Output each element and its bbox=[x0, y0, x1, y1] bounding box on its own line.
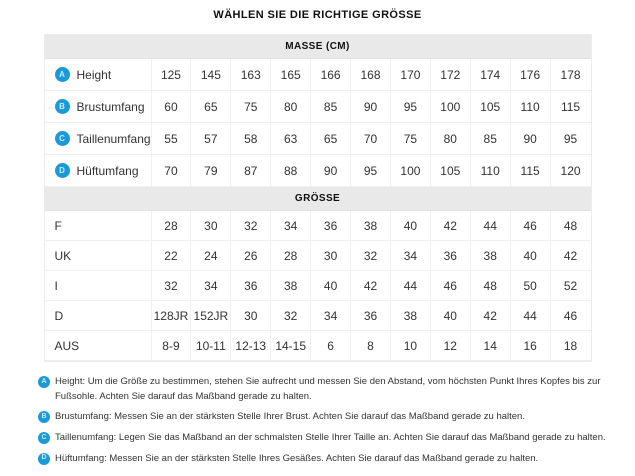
measurement-value-cell: 105 bbox=[471, 91, 511, 123]
letter-badge-icon: D bbox=[38, 453, 50, 465]
measurement-value-cell: 65 bbox=[191, 91, 231, 123]
size-value-cell: 30 bbox=[311, 241, 351, 271]
size-value-cell: 42 bbox=[551, 241, 591, 271]
measurement-value-cell: 178 bbox=[551, 59, 591, 91]
letter-badge-icon: C bbox=[55, 131, 70, 146]
measurement-label-text: Hüftumfang bbox=[76, 163, 139, 178]
measurements-rows bbox=[45, 59, 591, 187]
size-value-cell: 10 bbox=[391, 331, 431, 361]
size-value-cell: 44 bbox=[471, 211, 511, 241]
size-value-cell: 10-11 bbox=[191, 331, 231, 361]
measurement-value-cell: 100 bbox=[431, 91, 471, 123]
size-value-cell: 48 bbox=[471, 271, 511, 301]
measurement-row bbox=[45, 155, 591, 187]
size-value-cell: 40 bbox=[511, 241, 551, 271]
size-value-cell: 52 bbox=[551, 271, 591, 301]
measurement-value-cell: 57 bbox=[191, 123, 231, 155]
measurement-row-label bbox=[45, 123, 152, 155]
letter-badge-icon: A bbox=[55, 67, 70, 82]
measurement-value-cell: 85 bbox=[311, 91, 351, 123]
size-value-cell: 16 bbox=[511, 331, 551, 361]
size-value-cell: 26 bbox=[231, 241, 271, 271]
footnote bbox=[38, 375, 624, 404]
size-row-label bbox=[45, 301, 152, 331]
measurement-value-cell: 165 bbox=[271, 59, 311, 91]
measurement-value-cell: 58 bbox=[231, 123, 271, 155]
size-value-cell: 34 bbox=[391, 241, 431, 271]
measurement-value-cell: 174 bbox=[471, 59, 511, 91]
measurement-value-cell: 70 bbox=[152, 155, 192, 187]
size-value-cell: 12 bbox=[431, 331, 471, 361]
letter-badge-icon: B bbox=[55, 99, 70, 114]
size-row bbox=[45, 271, 591, 301]
measurement-value-cell: 172 bbox=[431, 59, 471, 91]
measurement-value-cell: 87 bbox=[231, 155, 271, 187]
size-value-cell: 44 bbox=[391, 271, 431, 301]
footnote-text: Brustumfang: Messen Sie an der stärksten Stelle Ihrer Brust. Achten Sie darauf das Maßband gerade zu halten. bbox=[55, 411, 525, 423]
footnote bbox=[38, 410, 624, 425]
measurement-value-cell: 100 bbox=[391, 155, 431, 187]
size-value-cell: 18 bbox=[551, 331, 591, 361]
size-value-cell: 38 bbox=[391, 301, 431, 331]
size-value-cell: 36 bbox=[431, 241, 471, 271]
size-label-text: F bbox=[54, 218, 62, 233]
size-value-cell: 42 bbox=[351, 271, 391, 301]
measurement-value-cell: 163 bbox=[231, 59, 271, 91]
size-value-cell: 46 bbox=[551, 301, 591, 331]
measurement-label-text: Brustumfang bbox=[76, 99, 145, 114]
footnote-text: Height: Um die Größe zu bestimmen, stehen Sie aufrecht und messen Sie den Abstand, vom höchsten Punkt Ihres Kopfes bis zur Fußsohle. Achten Sie darauf das Maßband gerade zu halten. bbox=[55, 376, 601, 402]
measurement-value-cell: 88 bbox=[271, 155, 311, 187]
size-row bbox=[45, 331, 591, 361]
size-value-cell: 36 bbox=[351, 301, 391, 331]
size-value-cell: 38 bbox=[271, 271, 311, 301]
measurement-label-text: Taillenumfang bbox=[76, 131, 151, 146]
size-value-cell: 30 bbox=[191, 211, 231, 241]
measurement-row bbox=[45, 59, 591, 91]
size-value-cell: 46 bbox=[511, 211, 551, 241]
footnotes bbox=[38, 375, 624, 467]
measurement-label-text: Height bbox=[76, 67, 112, 82]
measurement-value-cell: 115 bbox=[551, 91, 591, 123]
size-value-cell: 34 bbox=[311, 301, 351, 331]
measurement-value-cell: 95 bbox=[551, 123, 591, 155]
measurement-value-cell: 79 bbox=[191, 155, 231, 187]
measurement-row-label bbox=[45, 91, 152, 123]
measurement-row bbox=[45, 123, 591, 155]
size-row-label bbox=[45, 211, 152, 241]
size-value-cell: 40 bbox=[311, 271, 351, 301]
measurement-value-cell: 65 bbox=[311, 123, 351, 155]
measurements-section-header: MASSE (CM) bbox=[45, 35, 591, 59]
size-value-cell: 32 bbox=[271, 301, 311, 331]
sizes-rows bbox=[45, 211, 591, 361]
size-value-cell: 36 bbox=[231, 271, 271, 301]
size-value-cell: 40 bbox=[431, 301, 471, 331]
size-row bbox=[45, 211, 591, 241]
size-row bbox=[45, 241, 591, 271]
size-value-cell: 32 bbox=[152, 271, 192, 301]
measurement-value-cell: 70 bbox=[351, 123, 391, 155]
size-row-label bbox=[45, 331, 152, 361]
size-value-cell: 28 bbox=[271, 241, 311, 271]
letter-badge-icon: D bbox=[55, 163, 70, 178]
size-value-cell: 128JR bbox=[152, 301, 192, 331]
measurement-value-cell: 120 bbox=[551, 155, 591, 187]
letter-badge-icon: B bbox=[38, 411, 50, 423]
size-value-cell: 28 bbox=[152, 211, 192, 241]
size-value-cell: 8-9 bbox=[152, 331, 192, 361]
size-value-cell: 8 bbox=[351, 331, 391, 361]
size-value-cell: 24 bbox=[191, 241, 231, 271]
size-value-cell: 22 bbox=[152, 241, 192, 271]
measurement-value-cell: 105 bbox=[431, 155, 471, 187]
size-label-text: D bbox=[54, 308, 64, 323]
size-value-cell: 38 bbox=[471, 241, 511, 271]
size-value-cell: 42 bbox=[431, 211, 471, 241]
size-row bbox=[45, 301, 591, 331]
measurement-value-cell: 125 bbox=[152, 59, 192, 91]
size-value-cell: 32 bbox=[351, 241, 391, 271]
footnote bbox=[38, 452, 624, 467]
measurement-value-cell: 170 bbox=[391, 59, 431, 91]
size-value-cell: 38 bbox=[351, 211, 391, 241]
measurement-value-cell: 145 bbox=[191, 59, 231, 91]
measurement-value-cell: 60 bbox=[152, 91, 192, 123]
size-value-cell: 12-13 bbox=[231, 331, 271, 361]
sizes-section-header: GRÖSSE bbox=[45, 187, 591, 211]
measurement-value-cell: 176 bbox=[511, 59, 551, 91]
letter-badge-icon: A bbox=[38, 376, 50, 388]
size-value-cell: 14-15 bbox=[271, 331, 311, 361]
measurement-row-label bbox=[45, 59, 152, 91]
size-value-cell: 50 bbox=[511, 271, 551, 301]
size-row-label bbox=[45, 271, 152, 301]
size-value-cell: 34 bbox=[191, 271, 231, 301]
size-label-text: AUS bbox=[54, 338, 80, 353]
footnote-text: Taillenumfang: Legen Sie das Maßband an der schmalsten Stelle Ihrer Taille an. Achten Sie darauf das Maßband gerade zu halten. bbox=[55, 432, 606, 444]
size-value-cell: 152JR bbox=[191, 301, 231, 331]
size-row-label bbox=[45, 241, 152, 271]
measurement-value-cell: 110 bbox=[471, 155, 511, 187]
size-label-text: UK bbox=[54, 248, 72, 263]
measurement-value-cell: 110 bbox=[511, 91, 551, 123]
measurement-value-cell: 75 bbox=[391, 123, 431, 155]
measurement-value-cell: 85 bbox=[471, 123, 511, 155]
size-value-cell: 32 bbox=[231, 211, 271, 241]
measurement-row-label bbox=[45, 155, 152, 187]
size-value-cell: 30 bbox=[231, 301, 271, 331]
measurement-value-cell: 90 bbox=[511, 123, 551, 155]
measurement-value-cell: 95 bbox=[391, 91, 431, 123]
measurement-value-cell: 80 bbox=[271, 91, 311, 123]
size-value-cell: 34 bbox=[271, 211, 311, 241]
measurement-value-cell: 55 bbox=[152, 123, 192, 155]
size-value-cell: 44 bbox=[511, 301, 551, 331]
measurement-value-cell: 115 bbox=[511, 155, 551, 187]
page-title: WÄHLEN SIE DIE RICHTIGE GRÖSSE bbox=[213, 9, 422, 21]
size-value-cell: 42 bbox=[471, 301, 511, 331]
measurement-row bbox=[45, 91, 591, 123]
measurement-value-cell: 63 bbox=[271, 123, 311, 155]
measurement-value-cell: 75 bbox=[231, 91, 271, 123]
measurement-value-cell: 166 bbox=[311, 59, 351, 91]
measurement-value-cell: 90 bbox=[311, 155, 351, 187]
size-value-cell: 40 bbox=[391, 211, 431, 241]
size-value-cell: 48 bbox=[551, 211, 591, 241]
letter-badge-icon: C bbox=[38, 432, 50, 444]
measurement-value-cell: 95 bbox=[351, 155, 391, 187]
footnote-text: Hüftumfang: Messen Sie an der stärksten Stelle Ihres Gesäßes. Achten Sie darauf das Maßband gerade zu halten. bbox=[55, 452, 539, 464]
size-value-cell: 6 bbox=[311, 331, 351, 361]
measurement-value-cell: 90 bbox=[351, 91, 391, 123]
size-label-text: I bbox=[54, 278, 58, 293]
size-table bbox=[44, 34, 592, 362]
measurement-value-cell: 168 bbox=[351, 59, 391, 91]
size-value-cell: 36 bbox=[311, 211, 351, 241]
size-value-cell: 46 bbox=[431, 271, 471, 301]
footnote bbox=[38, 431, 624, 446]
measurement-value-cell: 80 bbox=[431, 123, 471, 155]
size-value-cell: 14 bbox=[471, 331, 511, 361]
